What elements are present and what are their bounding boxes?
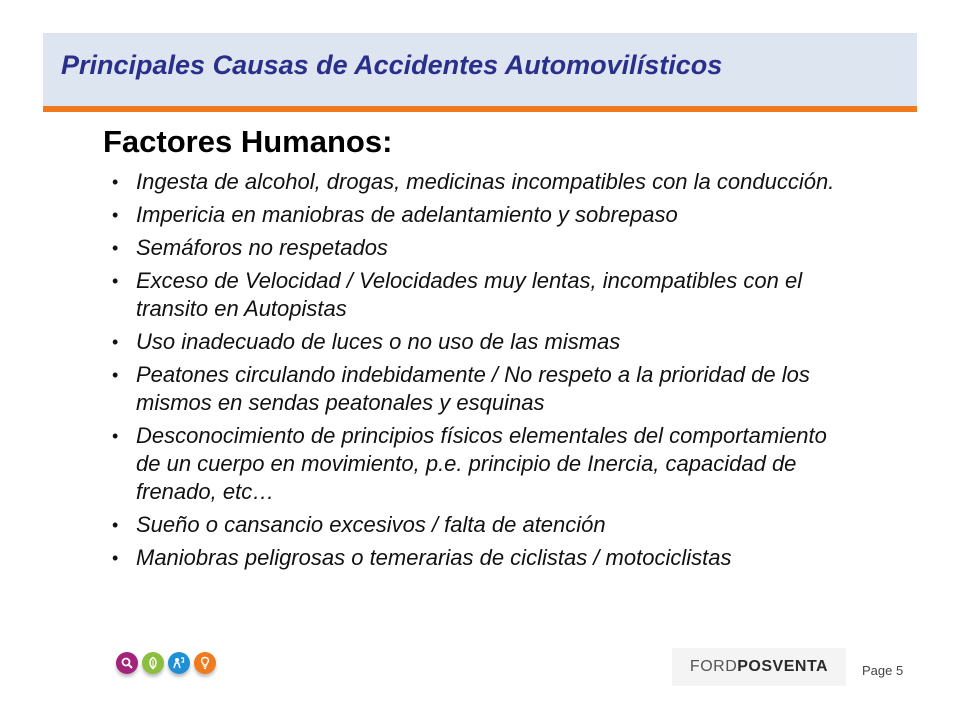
slide-title: Principales Causas de Accidentes Automovilísticos (61, 50, 723, 80)
header-orange-rule (43, 106, 917, 112)
bullet-marker: • (112, 205, 119, 225)
bullet-marker: • (112, 332, 119, 352)
bullet-text: Peatones circulando indebidamente / No respeto a la prioridad de los mismos en sendas peatonales y esquinas (136, 362, 810, 415)
bullet-item (110, 544, 850, 572)
bullet-text: Semáforos no respetados (136, 235, 388, 260)
bullet-item (110, 328, 850, 356)
bullet-text: Desconocimiento de principios físicos elementales del comportamiento de un cuerpo en movimiento, p.e. principio de Inercia, capacidad de frenado, etc… (136, 423, 827, 504)
bullet-item (110, 361, 850, 417)
bullet-text: Maniobras peligrosas o temerarias de ciclistas / motociclistas (136, 545, 732, 570)
leaf-icon (142, 652, 164, 674)
bullet-text: Exceso de Velocidad / Velocidades muy lentas, incompatibles con el transito en Autopistas (136, 268, 803, 321)
bullet-text: Ingesta de alcohol, drogas, medicinas incompatibles con la conducción. (136, 169, 835, 194)
bullet-text: Sueño o cansancio excesivos / falta de atención (136, 512, 606, 537)
bullet-marker: • (112, 515, 119, 535)
bullet-marker: • (112, 365, 119, 385)
bullet-marker: • (112, 172, 119, 192)
brand-name-light: FORD (689, 658, 738, 675)
magnifier-icon (116, 652, 138, 674)
bullet-marker: • (112, 238, 119, 258)
bullet-marker: • (112, 426, 119, 446)
bullet-item (110, 168, 850, 196)
footer-logo-row (116, 652, 216, 678)
bullet-item (110, 234, 850, 262)
bullet-list (110, 168, 850, 577)
person-icon (168, 652, 190, 674)
lightbulb-icon (194, 652, 216, 674)
bullet-text: Uso inadecuado de luces o no uso de las mismas (136, 329, 621, 354)
bullet-item (110, 511, 850, 539)
bullet-marker: • (112, 271, 119, 291)
page-number: Page 5 (862, 663, 904, 678)
bullet-marker: • (112, 548, 119, 568)
ford-posventa-logo (672, 648, 846, 686)
bullet-item (110, 267, 850, 323)
bullet-text: Impericia en maniobras de adelantamiento y sobrepaso (136, 202, 678, 227)
bullet-item (110, 201, 850, 229)
bullet-item (110, 422, 850, 506)
brand-name-bold: POSVENTA (737, 658, 829, 675)
section-heading: Factores Humanos: (103, 124, 393, 159)
